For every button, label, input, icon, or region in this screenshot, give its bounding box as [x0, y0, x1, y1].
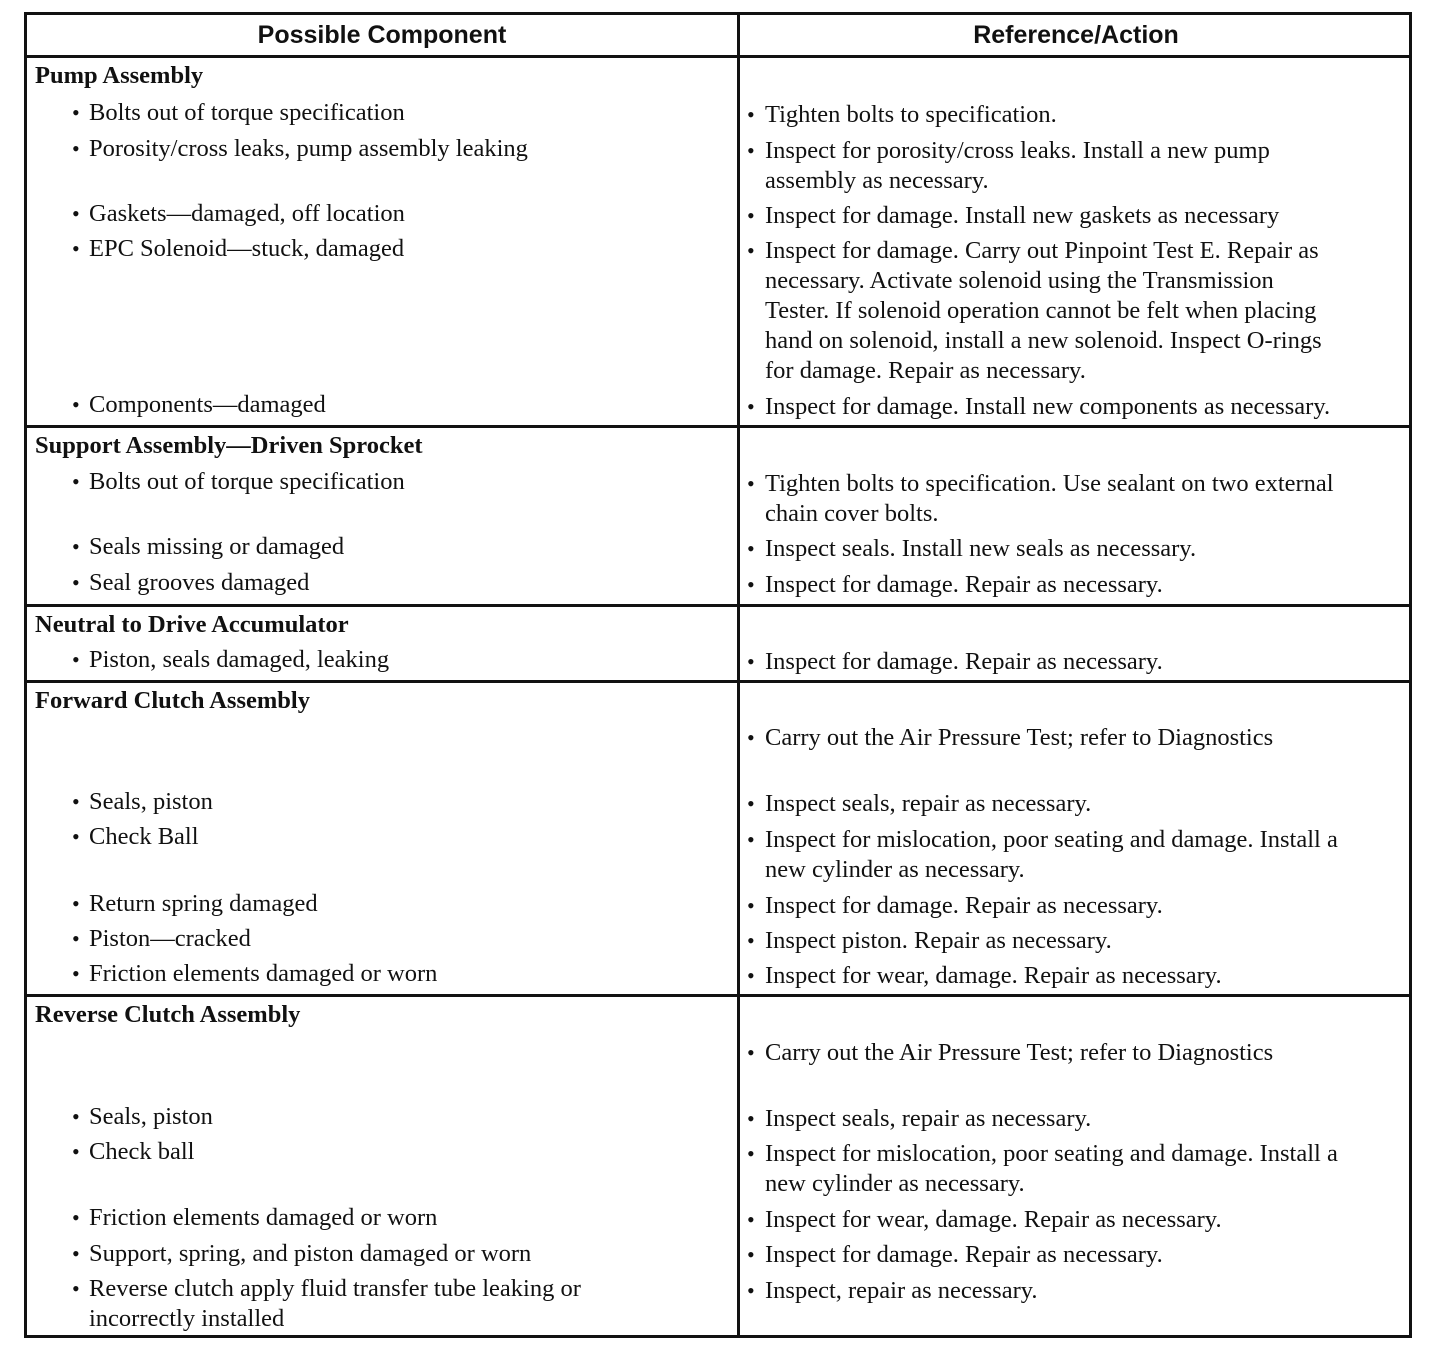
component-item: Gaskets—damaged, off location — [89, 200, 405, 227]
bullet-icon: • — [72, 100, 80, 125]
bullet-icon: • — [747, 1278, 755, 1303]
action-item: Carry out the Air Pressure Test; refer to Diagnostics — [765, 1039, 1274, 1066]
action-line: hand on solenoid, install a new solenoid. Inspect O-rings — [765, 327, 1322, 354]
section-title: Neutral to Drive Accumulator — [35, 611, 349, 638]
action-item: Inspect seals. Install new seals as necessary. — [765, 535, 1197, 562]
action-item: Inspect for damage. Repair as necessary. — [765, 1241, 1163, 1268]
component-item: EPC Solenoid—stuck, damaged — [89, 235, 405, 262]
action-item: Inspect for damage. Repair as necessary. — [765, 892, 1163, 919]
bullet-icon: • — [747, 203, 755, 228]
section-divider — [27, 994, 1409, 997]
component-item: Check Ball — [89, 823, 199, 850]
bullet-icon: • — [72, 1205, 80, 1230]
action-item: Tighten bolts to specification. — [765, 101, 1057, 128]
bullet-icon: • — [72, 570, 80, 595]
bullet-icon: • — [72, 1276, 80, 1301]
bullet-icon: • — [747, 928, 755, 953]
bullet-icon: • — [747, 471, 755, 496]
action-line: necessary. Activate solenoid using the Transmission — [765, 267, 1274, 294]
component-item: Bolts out of torque specification — [89, 99, 405, 126]
bullet-icon: • — [72, 1139, 80, 1164]
bullet-icon: • — [747, 893, 755, 918]
action-line: Inspect for porosity/cross leaks. Install a new pump — [765, 137, 1270, 164]
bullet-icon: • — [747, 1106, 755, 1131]
component-item: Check ball — [89, 1138, 195, 1165]
diagnosis-table — [24, 12, 1412, 1338]
bullet-icon: • — [747, 536, 755, 561]
column-header-component: Possible Component — [257, 21, 507, 49]
bullet-icon: • — [747, 102, 755, 127]
action-item: Inspect for damage. Repair as necessary. — [765, 571, 1163, 598]
component-item: Piston—cracked — [89, 925, 251, 952]
component-item: Piston, seals damaged, leaking — [89, 646, 390, 673]
bullet-icon: • — [72, 926, 80, 951]
component-item: Seals, piston — [89, 788, 213, 815]
component-item: Friction elements damaged or worn — [89, 960, 438, 987]
bullet-icon: • — [72, 136, 80, 161]
action-item: Inspect seals, repair as necessary. — [765, 790, 1092, 817]
action-item: Inspect seals, repair as necessary. — [765, 1105, 1092, 1132]
component-item: Return spring damaged — [89, 890, 318, 917]
action-line: Inspect for mislocation, poor seating and damage. Install a — [765, 1140, 1338, 1167]
action-line: chain cover bolts. — [765, 500, 939, 527]
column-header-action: Reference/Action — [973, 21, 1179, 49]
component-item: Seal grooves damaged — [89, 569, 310, 596]
bullet-icon: • — [72, 469, 80, 494]
section-title: Reverse Clutch Assembly — [35, 1001, 301, 1028]
action-line: Tester. If solenoid operation cannot be felt when placing — [765, 297, 1317, 324]
bullet-icon: • — [747, 238, 755, 263]
action-line: Inspect for mislocation, poor seating and damage. Install a — [765, 826, 1338, 853]
section-divider — [27, 680, 1409, 683]
action-line: assembly as necessary. — [765, 167, 989, 194]
bullet-icon: • — [747, 138, 755, 163]
component-item: Bolts out of torque specification — [89, 468, 405, 495]
action-line: Tighten bolts to specification. Use sealant on two external — [765, 470, 1334, 497]
action-item: Inspect for damage. Install new components as necessary. — [765, 393, 1331, 420]
component-item: Porosity/cross leaks, pump assembly leaking — [89, 135, 528, 162]
action-line: Inspect for damage. Carry out Pinpoint Test E. Repair as — [765, 237, 1319, 264]
bullet-icon: • — [747, 1040, 755, 1065]
component-item: Components—damaged — [89, 391, 326, 418]
bullet-icon: • — [747, 963, 755, 988]
component-item: Seals missing or damaged — [89, 533, 345, 560]
bullet-icon: • — [72, 392, 80, 417]
component-item: Friction elements damaged or worn — [89, 1204, 438, 1231]
column-divider — [737, 15, 740, 1335]
bullet-icon: • — [72, 647, 80, 672]
bullet-icon: • — [747, 572, 755, 597]
bullet-icon: • — [747, 1207, 755, 1232]
action-item: Carry out the Air Pressure Test; refer to Diagnostics — [765, 724, 1274, 751]
bullet-icon: • — [72, 534, 80, 559]
bullet-icon: • — [72, 236, 80, 261]
bullet-icon: • — [72, 201, 80, 226]
bullet-icon: • — [747, 649, 755, 674]
section-divider — [27, 425, 1409, 428]
bullet-icon: • — [72, 961, 80, 986]
component-line: Reverse clutch apply fluid transfer tube leaking or — [89, 1275, 581, 1302]
bullet-icon: • — [72, 789, 80, 814]
section-title: Forward Clutch Assembly — [35, 687, 310, 714]
component-line: incorrectly installed — [89, 1305, 285, 1332]
component-item: Seals, piston — [89, 1103, 213, 1130]
action-item: Inspect for wear, damage. Repair as necessary. — [765, 962, 1222, 989]
action-line: for damage. Repair as necessary. — [765, 357, 1086, 384]
bullet-icon: • — [72, 891, 80, 916]
action-item: Inspect for wear, damage. Repair as necessary. — [765, 1206, 1222, 1233]
bullet-icon: • — [747, 394, 755, 419]
bullet-icon: • — [747, 1242, 755, 1267]
bullet-icon: • — [72, 1104, 80, 1129]
header-divider — [27, 55, 1409, 58]
action-line: new cylinder as necessary. — [765, 856, 1025, 883]
action-item: Inspect piston. Repair as necessary. — [765, 927, 1112, 954]
bullet-icon: • — [747, 827, 755, 852]
component-item: Support, spring, and piston damaged or worn — [89, 1240, 532, 1267]
action-item: Inspect, repair as necessary. — [765, 1277, 1038, 1304]
bullet-icon: • — [747, 725, 755, 750]
section-divider — [27, 604, 1409, 607]
section-title: Pump Assembly — [35, 62, 204, 89]
bullet-icon: • — [72, 824, 80, 849]
bullet-icon: • — [747, 791, 755, 816]
action-line: new cylinder as necessary. — [765, 1170, 1025, 1197]
action-item: Inspect for damage. Repair as necessary. — [765, 648, 1163, 675]
section-title: Support Assembly—Driven Sprocket — [35, 432, 423, 459]
bullet-icon: • — [72, 1241, 80, 1266]
bullet-icon: • — [747, 1141, 755, 1166]
action-item: Inspect for damage. Install new gaskets as necessary — [765, 202, 1280, 229]
